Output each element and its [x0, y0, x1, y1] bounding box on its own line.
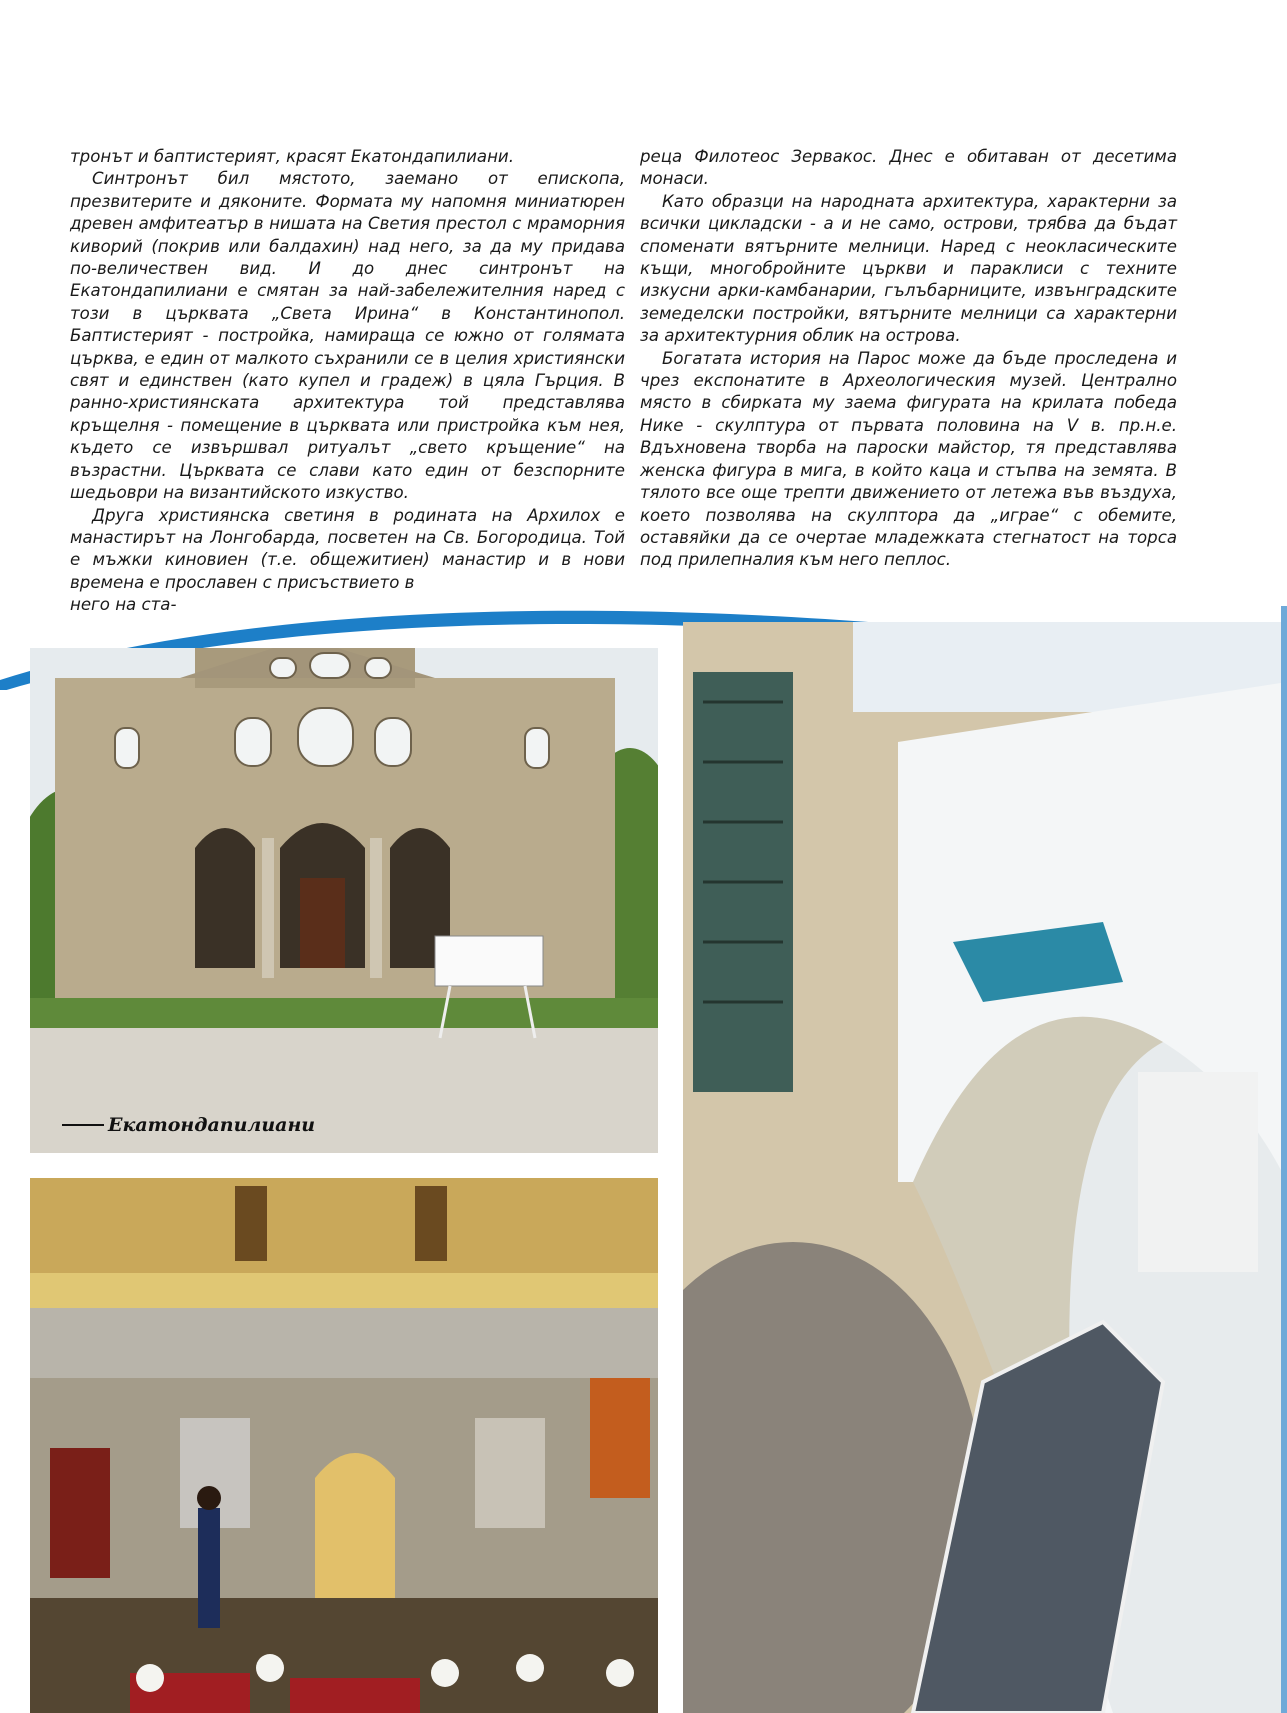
article-right-column	[640, 146, 1177, 572]
paragraph: Богатата история на Парос може да бъде проследена и чрез експонатите в Археологическия музей. Централно място в сбирката му заема фигурата на крилата победа Нике - скулптура от първата половина на V в. пр.н.е. Вдъхновена творба на пароски майстор, тя представлява женска фигура в мига, в който каца и стъпва на земята. В тялото все още трепти движението от летежа във въздуха, което позволява на скулптора да „играе“ с обемите, оставяйки да се очертае младежката стегнатост на торса под прилепналия към него пеплос.	[640, 348, 1177, 570]
paragraph: реца Филотеос Зервакос. Днес е обитаван от десетима монаси.	[640, 147, 1177, 189]
paragraph: Синтронът бил мястото, заемано от епископа, презвитерите и дяконите. Формата му напомня миниатюрен древен амфитеатър в нишата на Светия престол с мраморния кивoрий (покрив или балдахин) над него, за да му придава по-величествен вид. И до днес синтронът на Екатондапилиани е смятан за най-забележителния наред с този в църквата „Света Ирина“ в Константинопол. Баптистерият - постройка, намираща се южно от голямата църква, е един от малкото съхранили се в целия християнски свят и единствен (като купел и градеж) в цяла Гърция. В ранно-християнската архитектура той представлява кръщелня - помещение в църквата или пристройка към нея, където се извършвал ритуалът „свето кръщение“ на възрастни. Църквата се слави като един от безспорните шедьоври на византийското изкуство.	[70, 169, 625, 503]
paragraph: тронът и баптистерият, красят Екатондапилиани.	[70, 147, 514, 166]
paragraph: него на ста-	[70, 595, 177, 615]
church-photo-caption: Екатондапилиани	[108, 1114, 316, 1136]
page-edge-stripe	[1281, 606, 1287, 1713]
article-left-column	[70, 146, 625, 617]
iconostasis-photo	[30, 1178, 658, 1713]
alley-photo	[683, 622, 1287, 1713]
caption-line	[62, 1124, 104, 1126]
paragraph: Като образци на народната архитектура, характерни за всички цикладски - а и не само, острови, трябва да бъдат споменати вятърните мелници. Наред с неокласическите къщи, многобройните църкви и параклиси с техните изкусни арки-камбанарии, гълъбарниците, извънградските земеделски постройки, вятърните мелници са характерни за архитектурния облик на острова.	[640, 191, 1177, 346]
church-photo	[30, 648, 658, 1153]
paragraph: Друга християнска светиня в родината на Архилох е манастирът на Лонгобарда, посветен на Св. Богородица. Той е мъжки киновиен (т.е. общежитиен) манастир и в нови времена е прославен с присъствието в	[70, 505, 625, 592]
